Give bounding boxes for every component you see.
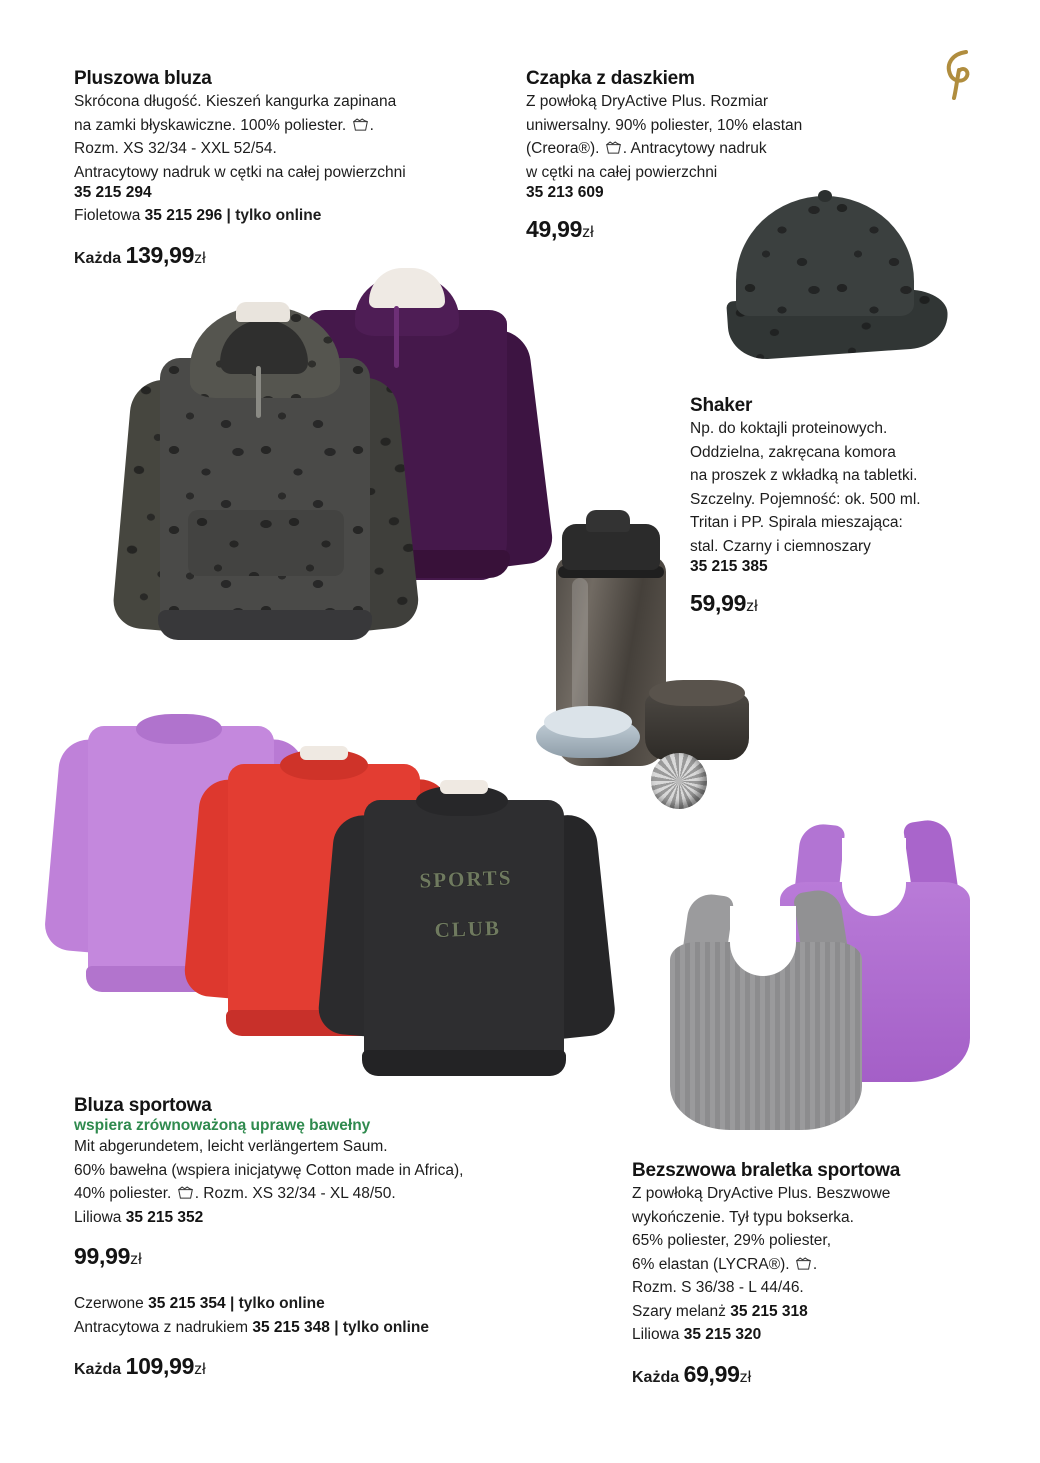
washing-care-icon: [795, 1255, 812, 1269]
price-value: 139,99: [125, 241, 195, 268]
product-article-number: 35 215 385: [690, 558, 768, 576]
desc-line-4b: .: [812, 1255, 818, 1273]
product-variant-2: [74, 1292, 574, 1316]
product-price-row-1: [74, 1243, 574, 1270]
price-currency: zł: [739, 1368, 752, 1386]
price-prefix: Każda: [74, 249, 122, 267]
desc-line-4: Szczelny. Pojemność: ok. 500 ml.: [690, 490, 921, 508]
product-image-sweatshirt-anthracite: [336, 772, 616, 1112]
product-title: Czapka z daszkiem: [526, 68, 695, 89]
price-value: 59,99: [690, 590, 747, 617]
product-variant-2: [632, 1323, 992, 1347]
desc-line-4: w cętki na całej powierzchni: [526, 163, 718, 181]
variant-label: Szary melanż: [632, 1302, 726, 1320]
product-variant-1: [74, 1206, 574, 1230]
product-price-row: [632, 1361, 992, 1388]
price-currency: zł: [582, 224, 594, 242]
variant-label: Antracytowa z nadrukiem: [74, 1318, 249, 1336]
price-value: 49,99: [526, 216, 583, 243]
variant-label: Liliowa: [632, 1326, 680, 1344]
desc-line-3: na proszek z wkładką na tabletki.: [690, 467, 918, 485]
washing-care-icon: [352, 116, 369, 130]
variant-online-note: | tylko online: [229, 1295, 325, 1313]
desc-line-3b: . Antracytowy nadruk: [622, 140, 767, 158]
product-price-row-2: [74, 1353, 574, 1380]
washing-care-icon: [177, 1184, 194, 1198]
desc-line-3: Rozm. XS 32/34 - XXL 52/54.: [74, 140, 277, 158]
desc-line-1: Np. do koktajli proteinowych.: [690, 420, 888, 437]
desc-line-6: stal. Czarny i ciemnoszary: [690, 537, 871, 555]
desc-line-3a: 40% poliester.: [74, 1185, 172, 1203]
sweatshirt-print-text: SPORTS CLUB: [419, 865, 513, 943]
product-image-fleece-leopard: [128, 300, 428, 690]
product-variant: [74, 204, 494, 228]
variant-online-note: | tylko online: [334, 1318, 429, 1336]
product-title: Pluszowa bluza: [74, 68, 212, 89]
desc-line-2: uniwersalny. 90% poliester, 10% elastan: [526, 116, 803, 134]
price-currency: zł: [194, 1361, 206, 1379]
price-prefix: Każda: [74, 1361, 122, 1379]
desc-line-3: 65% poliester, 29% poliester,: [632, 1232, 832, 1250]
product-variant-3: [74, 1316, 574, 1340]
desc-line-2: 60% bawełna (wspiera inicjatywę Cotton made in Africa),: [74, 1161, 464, 1179]
desc-line-4: Antracytowy nadruk w cętki na całej powierzchni: [74, 163, 406, 181]
variant-article-number: 35 215 348: [252, 1318, 330, 1336]
desc-line-3b: . Rozm. XS 32/34 - XL 48/50.: [194, 1185, 396, 1203]
product-block-pluszowa-bluza: [74, 68, 494, 269]
product-image-shaker-spiral-ball: [651, 753, 707, 809]
variant-label: Fioletowa: [74, 207, 141, 225]
product-price-row: [74, 242, 494, 269]
desc-line-2: wykończenie. Tył typu bokserka.: [632, 1208, 854, 1226]
price-prefix: Każda: [632, 1368, 680, 1386]
product-title: Bezszwowa braletka sportowa: [632, 1160, 901, 1181]
desc-line-5: Rozm. S 36/38 - L 44/46.: [632, 1279, 804, 1297]
variant-online-note: | tylko online: [226, 207, 322, 225]
product-article-number: 35 213 609: [526, 184, 604, 202]
variant-label: Czerwone: [74, 1295, 144, 1313]
variant-article-number: 35 215 318: [730, 1302, 808, 1320]
product-block-braletka: [632, 1160, 992, 1388]
washing-care-icon: [605, 139, 622, 153]
product-description: [632, 1182, 992, 1300]
desc-line-2: na zamki błyskawiczne. 100% poliester.: [74, 116, 347, 134]
desc-line-2: Oddzielna, zakręcana komora: [690, 443, 896, 461]
desc-line-5: Tritan i PP. Spirala mieszająca:: [690, 514, 903, 532]
desc-line-1: Mit abgerundetem, leicht verlängertem Saum.: [74, 1138, 388, 1155]
desc-line-1: Skrócona długość. Kieszeń kangurka zapinana: [74, 93, 397, 110]
variant-article-number: 35 215 320: [683, 1326, 762, 1344]
product-description: [526, 90, 856, 184]
brand-logo: [936, 48, 982, 100]
price-currency: zł: [194, 249, 206, 267]
variant-article-number: 35 215 296: [144, 207, 223, 225]
price-currency: zł: [746, 598, 758, 616]
product-block-bluza-sportowa: [74, 1095, 574, 1380]
product-article-number: 35 215 294: [74, 184, 152, 202]
price-value: 69,99: [683, 1360, 740, 1387]
product-description: Skrócona długość. Kieszeń kangurka zapinana na zamki błyskawiczne. 100% poliester. . Rozm. XS 32/34 - XXL 52/54. Antracytowy nadruk w cętki na całej powierzchni: [74, 93, 406, 181]
variant-article-number: 35 215 354: [148, 1295, 226, 1313]
product-block-czapka: [526, 68, 856, 243]
product-price-row: [526, 216, 856, 243]
product-description: [74, 1135, 574, 1206]
price-value: 99,99: [74, 1243, 131, 1270]
variant-label: Liliowa: [74, 1208, 122, 1226]
product-image-bralette-grey: [660, 890, 875, 1140]
sustainability-note: wspiera zrównoważoną uprawę bawełny: [74, 1117, 371, 1134]
product-block-shaker: [690, 395, 990, 617]
price-currency: zł: [130, 1251, 142, 1269]
product-variant-1: [632, 1300, 992, 1324]
product-description: [690, 417, 990, 558]
price-value: 109,99: [125, 1353, 195, 1380]
variant-article-number: 35 215 352: [125, 1208, 204, 1226]
product-title: Bluza sportowa: [74, 1095, 212, 1116]
product-title: Shaker: [690, 395, 753, 416]
desc-line-1: Z powłoką DryActive Plus. Beszwowe: [632, 1185, 891, 1202]
product-image-shaker-disc: [536, 706, 642, 768]
desc-line-1: Z powłoką DryActive Plus. Rozmiar: [526, 93, 769, 110]
desc-line-4a: 6% elastan (LYCRA®).: [632, 1255, 790, 1273]
desc-line-3: (Creora®).: [526, 140, 600, 158]
product-price-row: [690, 590, 990, 617]
